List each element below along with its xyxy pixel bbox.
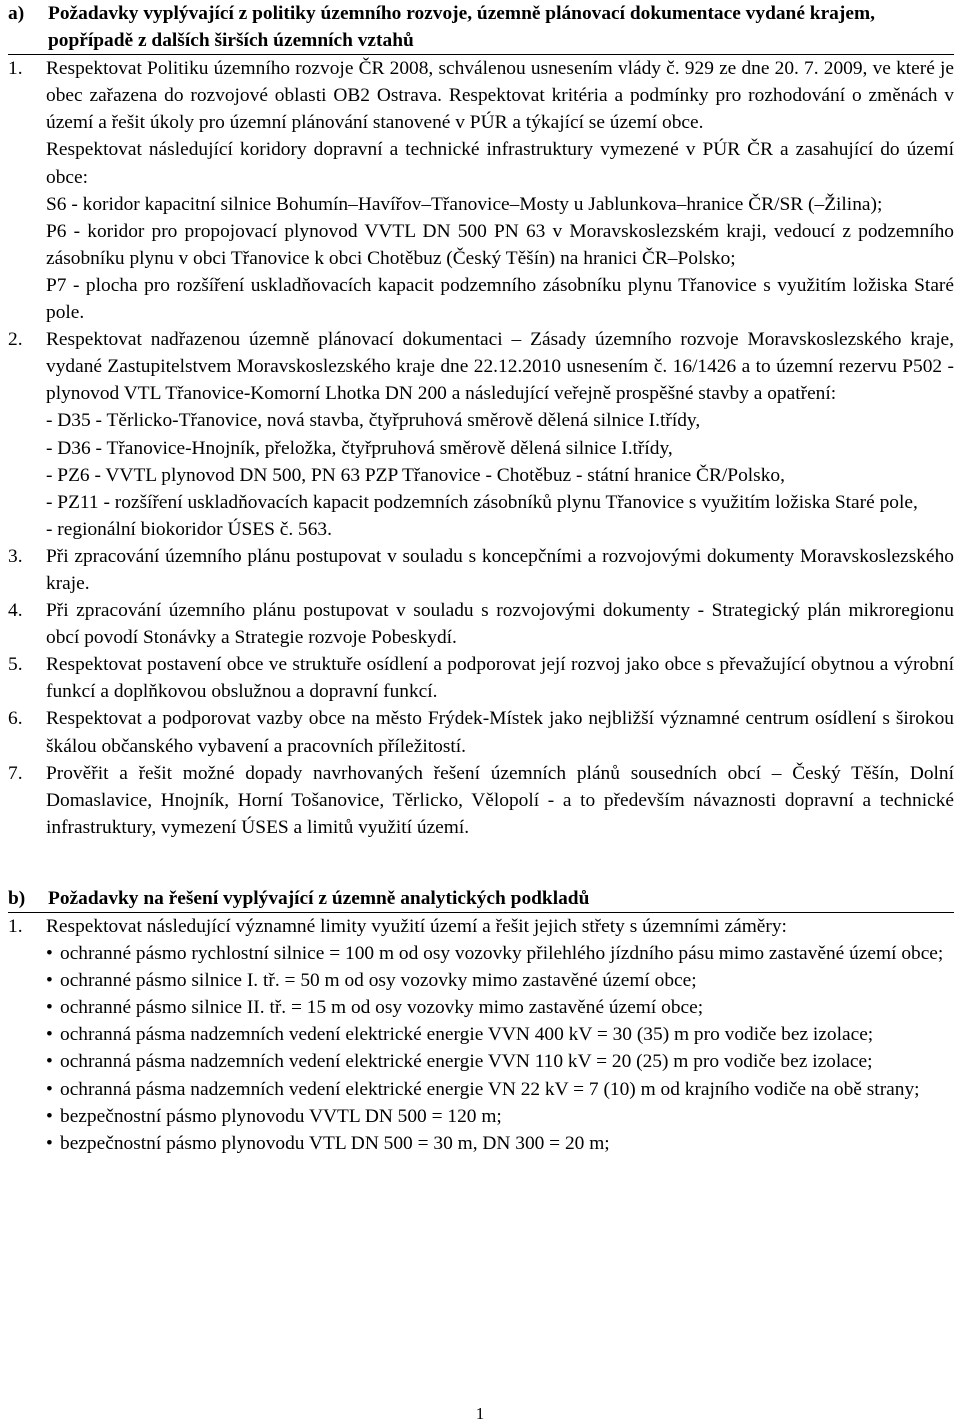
paragraph: Respektovat postavení obce ve struktuře osídlení a podporovat její rozvoj jako obce s převažující obytnou a výrobní funkcí a doplňkovou obslužnou a dopravní funkcí. (46, 654, 954, 703)
dash-item: - D36 - Třanovice-Hnojník, přeložka, čtyřpruhová směrově dělená silnice I.třídy, (46, 437, 673, 459)
bullet-item (46, 1021, 954, 1048)
paragraph: Respektovat následující koridory dopravní a technické infrastruktury vymezené v PÚR ČR a zasahující do území obce: (46, 139, 954, 188)
bullet-item (46, 940, 954, 967)
section-b-mark: b) (8, 887, 26, 909)
item-number: 1. (8, 58, 23, 80)
page-number: 1 (475, 1404, 485, 1423)
list-item (8, 543, 954, 597)
item-number: 7. (8, 762, 23, 784)
list-item (8, 597, 954, 651)
section-spacer (8, 841, 954, 885)
bullet-text: bezpečnostní pásmo plynovodu VVTL DN 500 = 120 m; (60, 1105, 502, 1127)
bullet-item (46, 994, 954, 1021)
bullet-text: ochranná pásma nadzemních vedení elektrické energie VVN 110 kV = 20 (25) m pro vodiče bez izolace; (60, 1051, 873, 1073)
item-number: 1. (8, 916, 23, 937)
list-item (8, 55, 954, 326)
bullet-item (46, 1103, 954, 1130)
item-body (46, 913, 954, 1157)
bullet-item (46, 1130, 954, 1157)
bullet-text: ochranné pásmo rychlostní silnice = 100 m od osy vozovky přilehlého jízdního pásu mimo zastavěné území obce; (60, 943, 944, 965)
document-page (8, 0, 954, 1157)
bullet-icon: • (46, 943, 53, 965)
list-item (8, 760, 954, 841)
paragraph: Při zpracování územního plánu postupovat v souladu s koncepčními a rozvojovými dokumenty Moravskoslezského kraje. (46, 545, 954, 594)
bullet-text: ochranné pásmo silnice II. tř. = 15 m od osy vozovky mimo zastavěné území obce; (60, 997, 704, 1019)
item-body (46, 651, 954, 705)
bullet-text: ochranná pásma nadzemních vedení elektrické energie VVN 400 kV = 30 (35) m pro vodiče bez izolace; (60, 1024, 874, 1046)
item-number: 6. (8, 708, 23, 730)
dash-item: - D35 - Těrlicko-Třanovice, nová stavba, čtyřpruhová směrově dělená silnice I.třídy, (46, 410, 701, 432)
item-body (46, 760, 954, 841)
bullet-icon: • (46, 1024, 53, 1046)
paragraph: Prověřit a řešit možné dopady navrhovaných řešení územních plánů sousedních obcí – Český Těšín, Dolní Domaslavice, Hnojník, Horní Tošanovice, Těrlicko, Vělopolí - a to především návaznosti dopravní a technické infrastruktury, vymezení ÚSES a limitů využití území. (46, 762, 954, 838)
section-a-title: Požadavky vyplývající z politiky územního rozvoje, územně plánovací dokumentace vydané krajem, popřípadě z dalších širších územních vztahů (48, 3, 875, 52)
paragraph: Respektovat následující významné limity využití území a řešit jejich střety s územními záměry: (46, 916, 787, 937)
bullet-item (46, 967, 954, 994)
item-body (46, 55, 954, 326)
dash-item: - PZ11 - rozšíření uskladňovacích kapacit podzemních zásobníků plynu Třanovice s využitím ložiska Staré pole, (46, 491, 918, 513)
list-item (8, 913, 954, 1157)
item-body (46, 326, 954, 543)
list-item (8, 326, 954, 543)
bullet-item (46, 1048, 954, 1075)
bullet-text: bezpečnostní pásmo plynovodu VTL DN 500 = 30 m, DN 300 = 20 m; (60, 1132, 610, 1154)
item-number: 2. (8, 329, 23, 351)
bullet-item (46, 1076, 954, 1103)
section-a-heading (8, 0, 954, 54)
item-number: 5. (8, 654, 23, 676)
bullet-icon: • (46, 1078, 53, 1100)
paragraph: P6 - koridor pro propojovací plynovod VVTL DN 500 PN 63 v Moravskoslezském kraji, vedoucí z podzemního zásobníku plynu v obci Třanovice k obci Chotěbuz (Český Těšín) na hranici ČR–Polsko; (46, 220, 954, 269)
item-body (46, 597, 954, 651)
bullet-icon: • (46, 1105, 53, 1127)
dash-item: - PZ6 - VVTL plynovod DN 500, PN 63 PZP Třanovice - Chotěbuz - státní hranice ČR/Polsko, (46, 464, 785, 486)
item-number: 4. (8, 600, 23, 622)
section-b-heading (8, 885, 954, 912)
bullet-icon: • (46, 1132, 53, 1154)
paragraph: Respektovat nadřazenou územně plánovací dokumentaci – Zásady územního rozvoje Moravskoslezského kraje, vydané Zastupitelstvem Moravskoslezského kraje dne 22.12.2010 usnesením č. 16/1426 a to územní rezervu P502 - plynovod VTL Třanovice-Komorní Lhotka DN 200 a následující veřejně prospěšné stavby a opatření: (46, 329, 954, 405)
bullet-text: ochranná pásma nadzemních vedení elektrické energie VN 22 kV = 7 (10) m od krajního vodiče na obě strany; (60, 1078, 920, 1100)
section-b-title: Požadavky na řešení vyplývající z územně analytických podkladů (48, 887, 590, 909)
bullet-icon: • (46, 997, 53, 1019)
list-item (8, 705, 954, 759)
paragraph: P7 - plocha pro rozšíření uskladňovacích kapacit podzemního zásobníku plynu Třanovice s využitím ložiska Staré pole. (46, 274, 954, 324)
bullet-text: ochranné pásmo silnice I. tř. = 50 m od osy vozovky mimo zastavěné území obce; (60, 970, 697, 992)
bullet-icon: • (46, 1051, 53, 1073)
list-item (8, 651, 954, 705)
item-body (46, 543, 954, 597)
paragraph: Při zpracování územního plánu postupovat v souladu s rozvojovými dokumenty - Strategický plán mikroregionu obcí povodí Stonávky a Strategie rozvoje Pobeskydí. (46, 600, 954, 649)
paragraph: Respektovat a podporovat vazby obce na město Frýdek-Místek jako nejbližší významné centrum osídlení s širokou škálou občanského vybavení a pracovních příležitostí. (46, 708, 954, 757)
item-number: 3. (8, 545, 23, 567)
paragraph: Respektovat Politiku územního rozvoje ČR 2008, schválenou usnesením vlády č. 929 ze dne 20. 7. 2009, ve které je obec zařazena do rozvojové oblasti OB2 Ostrava. Respektovat kritéria a podmínky pro rozhodování o změnách v území a řešit úkoly pro územní plánování stanovené v PÚR a týkající se území obce. (46, 58, 954, 134)
item-body (46, 705, 954, 759)
paragraph: S6 - koridor kapacitní silnice Bohumín–Havířov–Třanovice–Mosty u Jablunkova–hranice ČR/SR (–Žilina); (46, 193, 883, 215)
bullet-icon: • (46, 970, 53, 992)
dash-item: - regionální biokoridor ÚSES č. 563. (46, 518, 332, 540)
section-a-mark: a) (8, 3, 25, 24)
